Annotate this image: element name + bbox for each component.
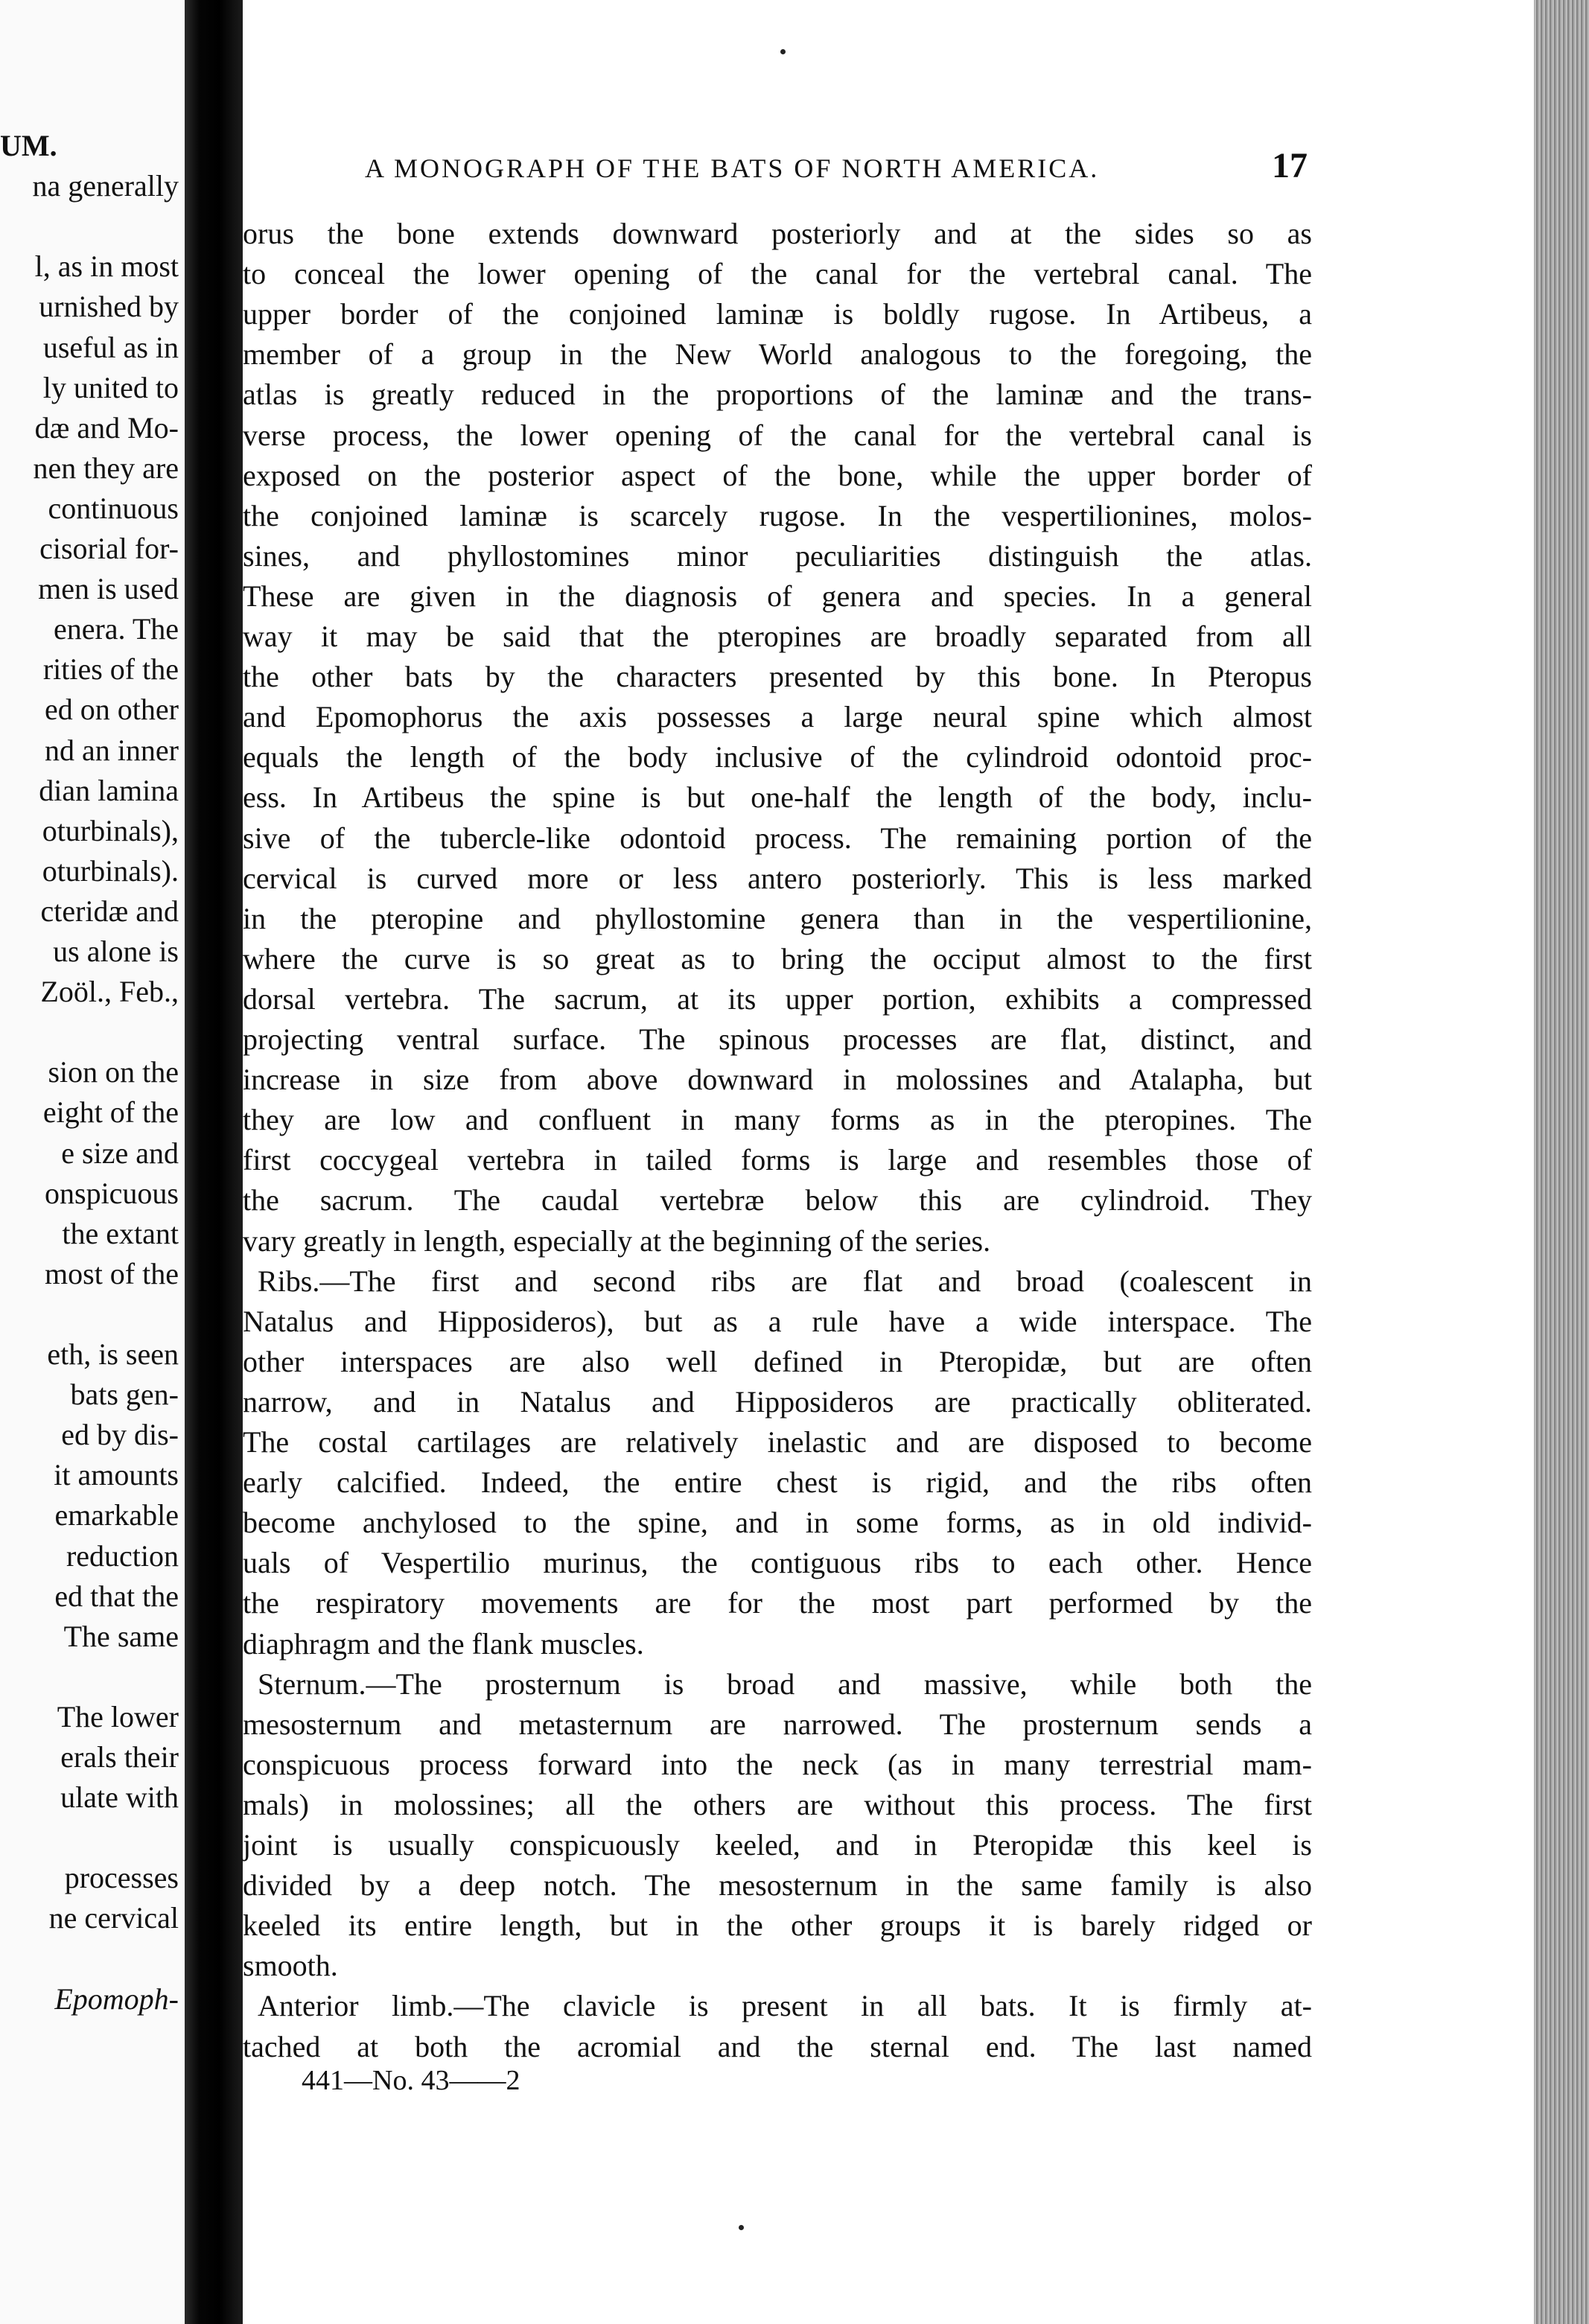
text-line: upper border of the conjoined laminæ is boldly rugose. In Artibeus, a bbox=[243, 297, 1312, 331]
text-line: the respiratory movements are for the most part performed by the bbox=[243, 1586, 1312, 1620]
page-edges bbox=[1534, 0, 1589, 2324]
left-page-fragment bbox=[0, 0, 185, 2324]
text-line: in the pteropine and phyllostomine genera than in the vespertilionine, bbox=[243, 902, 1312, 935]
text-line: atlas is greatly reduced in the proportions of the laminæ and the trans- bbox=[243, 378, 1312, 411]
text-line: and Epomophorus the axis possesses a large neural spine which almost bbox=[243, 700, 1312, 733]
left-page-line: The lower bbox=[57, 1700, 179, 1734]
text-line: These are given in the diagnosis of genera and species. In a general bbox=[243, 579, 1312, 613]
left-page-line: continuous bbox=[48, 491, 179, 525]
left-page-line: ulate with bbox=[60, 1780, 179, 1814]
text-line: conspicuous process forward into the neck (as in many terrestrial mam- bbox=[243, 1748, 1312, 1781]
left-page-line: na generally bbox=[32, 169, 179, 203]
text-line: they are low and confluent in many forms as in the pteropines. The bbox=[243, 1103, 1312, 1136]
left-page-line: bats gen- bbox=[70, 1378, 179, 1411]
text-line: Anterior limb.—The clavicle is present in all bats. It is firmly at- bbox=[258, 1989, 1312, 2022]
text-line: projecting ventral surface. The spinous processes are flat, distinct, and bbox=[243, 1022, 1312, 1056]
text-line: uals of Vespertilio murinus, the contiguous ribs to each other. Hence bbox=[243, 1546, 1312, 1579]
left-page-line: Epomoph- bbox=[54, 1982, 179, 2016]
left-page-line: ed by dis- bbox=[61, 1418, 179, 1451]
left-page-line: onspicuous bbox=[45, 1177, 179, 1210]
text-line: first coccygeal vertebra in tailed forms is large and resembles those of bbox=[243, 1143, 1312, 1177]
left-page-line: emarkable bbox=[54, 1498, 179, 1532]
left-page-line: nd an inner bbox=[45, 733, 179, 767]
text-line: smooth. bbox=[243, 1949, 338, 1982]
text-line: tached at both the acromial and the sternal end. The last named bbox=[243, 2030, 1312, 2063]
page-number: 17 bbox=[1272, 146, 1308, 185]
text-line: dorsal vertebra. The sacrum, at its upper portion, exhibits a compressed bbox=[243, 982, 1312, 1016]
text-line: increase in size from above downward in molossines and Atalapha, but bbox=[243, 1063, 1312, 1096]
text-line: sive of the tubercle-like odontoid process. The remaining portion of the bbox=[243, 821, 1312, 855]
left-page-line: dæ and Mo- bbox=[34, 411, 179, 445]
text-line: Natalus and Hipposideros), but as a rule have a wide interspace. The bbox=[243, 1305, 1312, 1338]
text-line: cervical is curved more or less antero posteriorly. This is less marked bbox=[243, 862, 1312, 895]
speck-mark bbox=[739, 2225, 744, 2230]
text-line: diaphragm and the flank muscles. bbox=[243, 1627, 644, 1661]
text-line: keeled its entire length, but in the other groups it is barely ridged or bbox=[243, 1908, 1312, 1942]
text-line: other interspaces are also well defined in Pteropidæ, but are often bbox=[243, 1345, 1312, 1378]
text-line: where the curve is so great as to bring the occiput almost to the first bbox=[243, 942, 1312, 975]
text-line: Ribs.—The first and second ribs are flat and broad (coalescent in bbox=[258, 1264, 1312, 1298]
left-page-line: sion on the bbox=[48, 1055, 179, 1089]
binding-gutter bbox=[185, 0, 243, 2324]
speck-mark bbox=[780, 49, 786, 54]
left-page-line: oturbinals), bbox=[42, 814, 179, 847]
text-line: The costal cartilages are relatively inelastic and are disposed to become bbox=[243, 1425, 1312, 1459]
left-page-line: rities of the bbox=[42, 652, 179, 686]
left-page-line: enera. The bbox=[53, 612, 179, 646]
text-line: the other bats by the characters presented by this bone. In Pteropus bbox=[243, 660, 1312, 693]
left-page-line: us alone is bbox=[53, 935, 179, 968]
left-page-line: ly united to bbox=[42, 371, 179, 404]
text-line: mesosternum and metasternum are narrowed. The prosternum sends a bbox=[243, 1707, 1312, 1741]
text-line: mals) in molossines; all the others are without this process. The first bbox=[243, 1788, 1312, 1821]
text-line: joint is usually conspicuously keeled, and in Pteropidæ this keel is bbox=[243, 1828, 1312, 1862]
left-page-line: eight of the bbox=[42, 1095, 179, 1129]
text-line: narrow, and in Natalus and Hipposideros are practically obliterated. bbox=[243, 1385, 1312, 1419]
left-page-line: nen they are bbox=[33, 451, 179, 485]
left-page-line: UM. bbox=[0, 129, 57, 162]
left-page-line: cteridæ and bbox=[40, 894, 179, 928]
left-page-line: erals their bbox=[60, 1740, 179, 1774]
left-page-line: men is used bbox=[38, 572, 179, 605]
left-page-line: l, as in most bbox=[34, 249, 179, 283]
left-page-line: processes bbox=[64, 1861, 179, 1894]
left-page-line: ed that the bbox=[54, 1579, 179, 1613]
text-line: way it may be said that the pteropines are broadly separated from all bbox=[243, 620, 1312, 653]
text-line: ess. In Artibeus the spine is but one-half the length of the body, inclu- bbox=[243, 780, 1312, 814]
left-page-line: most of the bbox=[45, 1257, 179, 1290]
text-line: verse process, the lower opening of the canal for the vertebral canal is bbox=[243, 418, 1312, 452]
left-page-line: ed on other bbox=[45, 693, 179, 726]
running-head: A MONOGRAPH OF THE BATS OF NORTH AMERICA. bbox=[365, 153, 1100, 183]
left-page-line: e size and bbox=[61, 1136, 179, 1170]
text-line: exposed on the posterior aspect of the bone, while the upper border of bbox=[243, 459, 1312, 492]
left-page-line: useful as in bbox=[42, 331, 179, 364]
left-page-line: it amounts bbox=[54, 1458, 179, 1492]
signature-mark: 441—No. 43——2 bbox=[302, 2065, 520, 2096]
left-page-line: oturbinals). bbox=[42, 854, 179, 888]
left-page-line: the extant bbox=[62, 1217, 179, 1250]
left-page-line: dian lamina bbox=[39, 774, 179, 807]
text-line: the conjoined laminæ is scarcely rugose. In the vespertilionines, molos- bbox=[243, 499, 1312, 532]
left-page-line: reduction bbox=[66, 1539, 179, 1573]
text-line: member of a group in the New World analogous to the foregoing, the bbox=[243, 337, 1312, 371]
text-line: Sternum.—The prosternum is broad and massive, while both the bbox=[258, 1667, 1312, 1701]
text-line: sines, and phyllostomines minor peculiarities distinguish the atlas. bbox=[243, 539, 1312, 573]
left-page-line: eth, is seen bbox=[47, 1337, 179, 1371]
text-line: become anchylosed to the spine, and in some forms, as in old individ- bbox=[243, 1506, 1312, 1539]
text-line: to conceal the lower opening of the canal for the vertebral canal. The bbox=[243, 257, 1312, 290]
text-line: divided by a deep notch. The mesosternum in the same family is also bbox=[243, 1868, 1312, 1902]
left-page-line: Zoöl., Feb., bbox=[40, 975, 179, 1008]
text-line: vary greatly in length, especially at the beginning of the series. bbox=[243, 1224, 991, 1258]
left-page-line: ne cervical bbox=[48, 1901, 179, 1935]
left-page-line: cisorial for- bbox=[39, 532, 179, 565]
left-page-line: urnished by bbox=[39, 290, 179, 323]
left-page-line: The same bbox=[63, 1620, 179, 1653]
text-line: early calcified. Indeed, the entire chest is rigid, and the ribs often bbox=[243, 1465, 1312, 1499]
text-line: the sacrum. The caudal vertebræ below this are cylindroid. They bbox=[243, 1183, 1312, 1217]
text-line: equals the length of the body inclusive of the cylindroid odontoid proc- bbox=[243, 740, 1312, 774]
text-line: orus the bone extends downward posteriorly and at the sides so as bbox=[243, 217, 1312, 250]
